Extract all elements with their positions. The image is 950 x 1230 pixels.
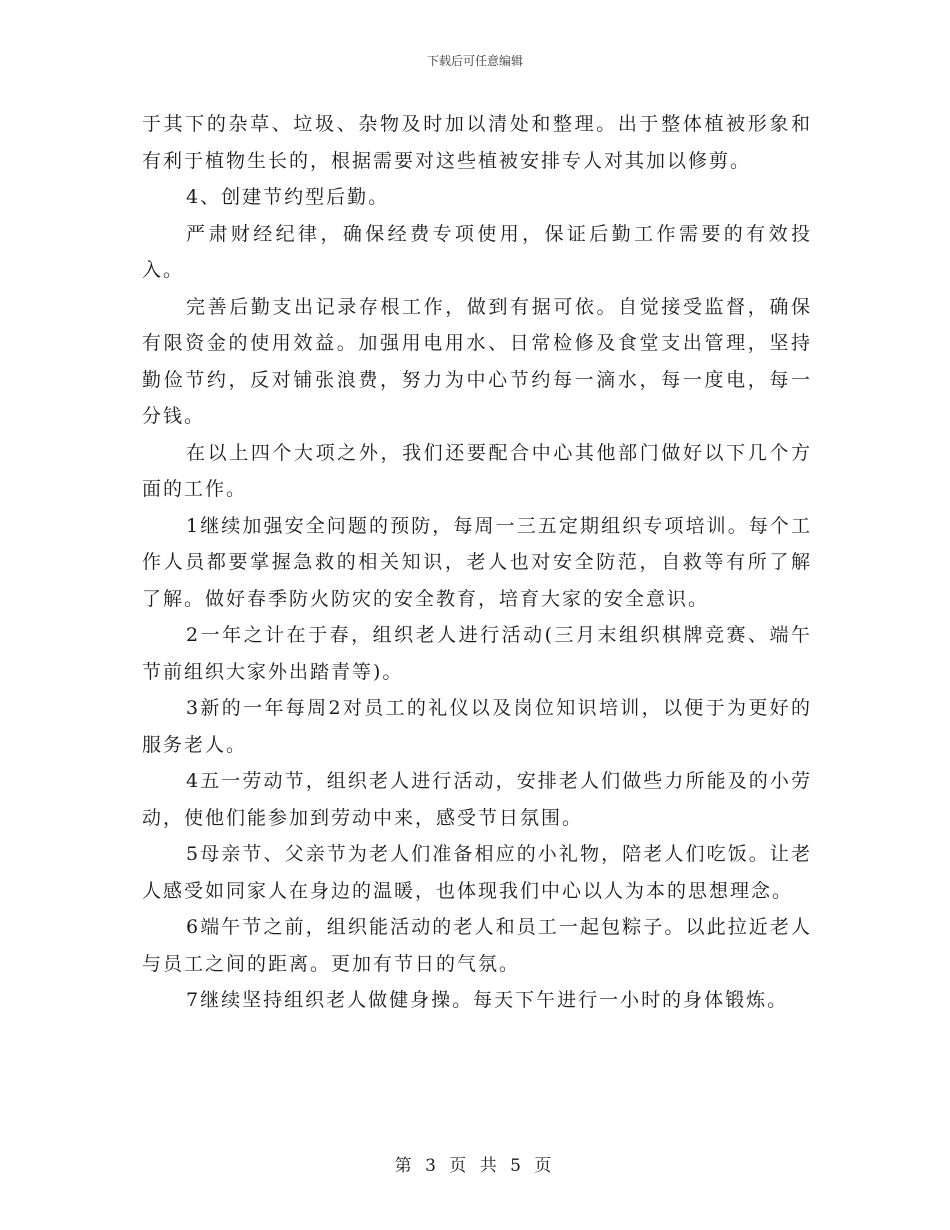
list-item: 3新的一年每周2对员工的礼仪以及岗位知识培训，以便于为更好的服务老人。 <box>142 697 812 756</box>
document-body <box>142 106 812 1019</box>
list-item: 4五一劳动节，组织老人进行活动，安排老人们做些力所能及的小劳动，使他们能参加到劳动中来，感受节日氛围。 <box>142 770 812 829</box>
list-item: 2一年之计在于春，组织老人进行活动(三月末组织棋牌竞赛、端午节前组织大家外出踏青等)。 <box>142 624 812 683</box>
paragraph: 严肃财经纪律，确保经费专项使用，保证后勤工作需要的有效投入。 <box>142 222 812 281</box>
paragraph: 在以上四个大项之外，我们还要配合中心其他部门做好以下几个方面的工作。 <box>142 441 812 500</box>
page-number-footer: 第 3 页 共 5 页 <box>394 1156 556 1176</box>
paragraph: 于其下的杂草、垃圾、杂物及时加以清处和整理。出于整体植被形象和有利于植物生长的，根据需要对这些植被安排专人对其加以修剪。 <box>142 113 812 172</box>
list-item: 6端午节之前，组织能活动的老人和员工一起包粽子。以此拉近老人与员工之间的距离。更加有节日的气氛。 <box>142 916 812 975</box>
list-item: 1继续加强安全问题的预防，每周一三五定期组织专项培训。每个工作人员都要掌握急救的相关知识，老人也对安全防范，自救等有所了解了解。做好春季防火防灾的安全教育，培育大家的安全意识。 <box>142 514 812 610</box>
list-item: 7继续坚持组织老人做健身操。每天下午进行一小时的身体锻炼。 <box>186 989 789 1011</box>
section-heading: 4、创建节约型后勤。 <box>186 186 390 208</box>
list-item: 5母亲节、父亲节为老人们准备相应的小礼物，陪老人们吃饭。让老人感受如同家人在身边的温暖，也体现我们中心以人为本的思想理念。 <box>142 843 812 902</box>
paragraph: 完善后勤支出记录存根工作，做到有据可依。自觉接受监督，确保有限资金的使用效益。加强用电用水、日常检修及食堂支出管理，坚持勤俭节约，反对铺张浪费，努力为中心节约每一滴水，每一度电，每一分钱。 <box>142 295 812 427</box>
page-header: 下载后可任意编辑 <box>426 54 523 68</box>
